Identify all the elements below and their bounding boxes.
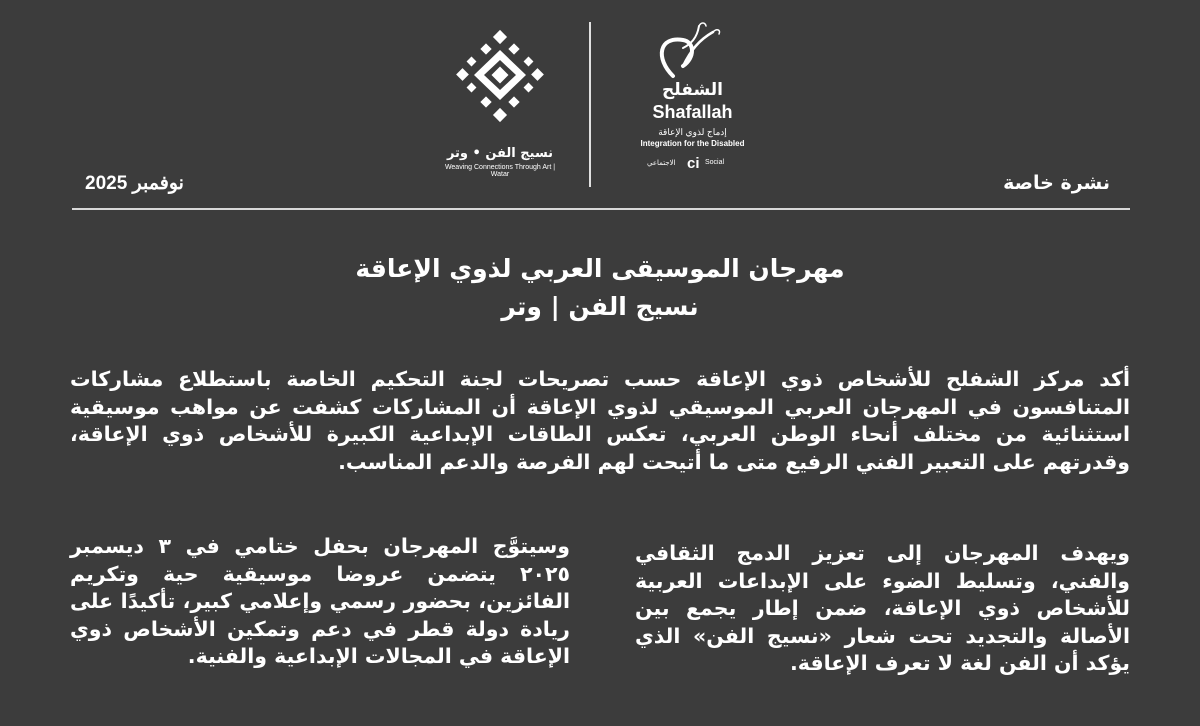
watar-logo: [440, 28, 560, 178]
shafallah-subtitle-ar: إدماج لذوي الإعاقة: [658, 127, 727, 137]
article-title: مهرجان الموسيقى العربي لذوي الإعاقة: [355, 254, 845, 283]
watar-logo-name: نسيج الفن • وتر: [446, 146, 554, 161]
watar-logo-caption: Weaving Connections Through Art | Watar: [444, 164, 556, 178]
shafallah-name-ar: الشفلح: [662, 80, 723, 100]
shafallah-subtitle-en: Integration for the Disabled: [640, 139, 745, 148]
social-ar-label: الاجتماعي: [647, 159, 676, 167]
article-paragraph-right-column: ويهدف المهرجان إلى تعزيز الدمج الثقافي والفني، وتسليط الضوء على الإبداعات العربية للأشخاص ذوي الإعاقة، ضمن إطار يجمع بين الأصالة والتجديد تحت شعار «نسيج الفن» الذي يؤكد أن الفن لغة لا تعرف الإعاقة.: [635, 541, 1130, 675]
header-divider: [589, 22, 591, 187]
shafallah-name-en: Shafallah: [652, 102, 733, 122]
shafallah-logo: [625, 18, 760, 183]
issue-date: نوفمبر 2025: [85, 173, 184, 194]
article-paragraph-main: أكد مركز الشفلح للأشخاص ذوي الإعاقة حسب تصريحات لجنة التحكيم الخاصة باستطلاع مشاركات المتنافسون في المهرجان العربي الموسيقي لذوي الإعاقة أن المشاركات كشفت عن مواهب موسيقية استثنائية من مختلف أنحاء الوطن العربي، تعكس الطاقات الإبداعية الكبيرة للأشخاص ذوي الإعاقة، وقدرتهم على التعبير الفني الرفيع متى ما أتيحت لهم الفرصة والدعم المناسب.: [70, 367, 1130, 474]
watar-diamond-pattern-icon: [440, 28, 560, 138]
shafallah-butterfly-icon: [625, 18, 760, 80]
social-en-label: Social: [705, 159, 725, 166]
social-badge: [647, 155, 742, 173]
social-ci-icon: ci: [687, 155, 700, 172]
issue-label: نشرة خاصة: [1003, 172, 1110, 194]
article-paragraph-left-column: وسيتوَّج المهرجان بحفل ختامي في ٣ ديسمبر ٢٠٢٥ يتضمن عروضا موسيقية حية وتكريم الفائزين، بحضور رسمي وإعلامي كبير، تأكيدًا على ريادة دولة قطر في دعم وتمكين الأشخاص ذوي الإعاقة في المجالات الإبداعية والفنية.: [70, 534, 570, 668]
header-rule: [72, 208, 1130, 210]
article-subtitle: نسيج الفن | وتر: [501, 292, 699, 321]
